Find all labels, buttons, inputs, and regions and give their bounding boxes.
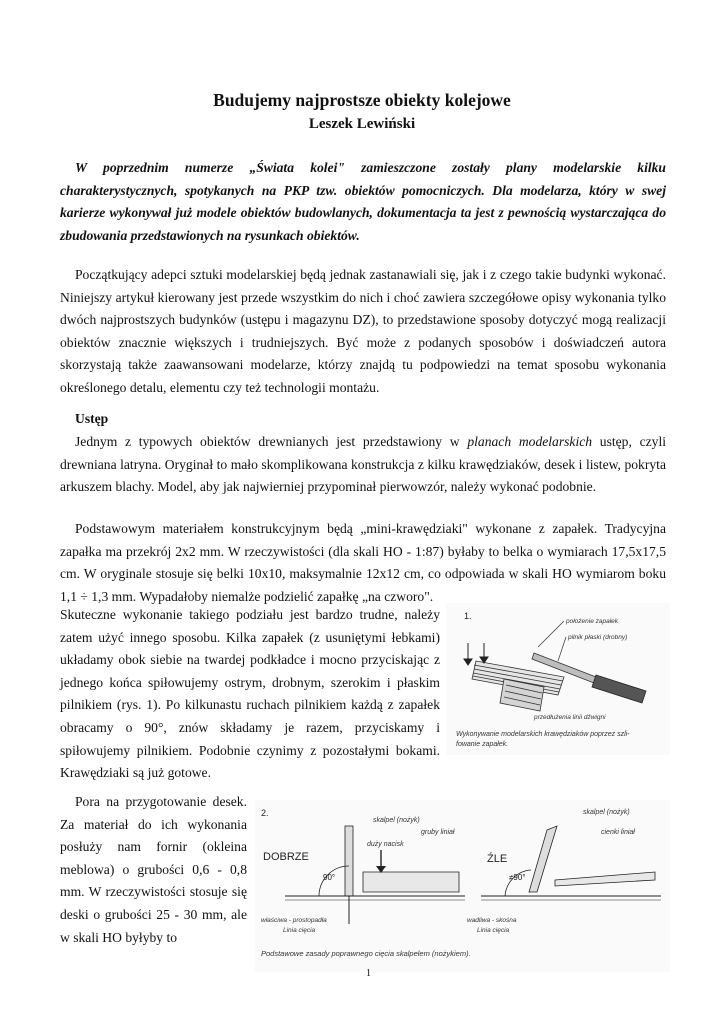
bad-label: ŹLE [487, 853, 508, 865]
section-heading: Ustęp [75, 411, 109, 426]
ruler-right-label: cienki liniał [601, 829, 635, 836]
paragraph-3-continued: Skuteczne wykonanie takiego podziału jest bardzo trudne, należy zatem użyć innego sposobu. Kilka zapałek (z usuniętymi łebkami) układamy obok siebie na twardej podkładce i mocno przyciskając z jednego końca spiłowujemy ostrym, drobnym, szerokim i płaskim pilnikiem (rys. 1). Po kilkunastu ruchach pilnikiem każdą z zapałek obracamy o 90°, znów składamy je razem, przyciskamy i spiłowujemy pilnikiem. Podobnie czynimy z pozostałymi bokami. Krawędziaki są już gotowe. [60, 607, 440, 781]
figure-2-number: 2. [261, 808, 269, 818]
article-title: Budujemy najprostsze obiekty kolejowe [213, 90, 511, 110]
paragraph-3 [60, 518, 666, 608]
paragraph-3-text: Podstawowym materiałem konstrukcyjnym będą „mini-krawędziaki" wykonane z zapałek. Tradycyjna zapałka ma przekrój 2x2 mm. W rzeczywistości (dla skali HO - 1:87) byłaby to belka o wymiarach 17,5x17,5 cm. W oryginale stosuje się belki 10x10, maksymalnie 12x12 cm, co odpowiada w skali HO wymiarom boku 1,1 ÷ 1,3 mm. Wypadałoby niemalże podzielić zapałkę „na czworo". [60, 521, 666, 604]
knife-left-label: skalpel (nożyk) [373, 817, 420, 824]
angle-left: 90° [323, 873, 336, 882]
ruler-left [363, 872, 459, 892]
figure-1-label-file: pilnik płaski (drobny) [568, 634, 628, 641]
knife-right-label: skalpel (nożyk) [583, 809, 630, 816]
figure-1-number: 1. [464, 611, 472, 621]
ruler-left-label: gruby liniał [421, 829, 455, 836]
scalpel-left [345, 826, 353, 896]
angle-right: ≠90° [509, 873, 526, 882]
lead-text: W poprzednim numerze „Świata kolei" zamieszczone zostały plany modelarskie kilku charakterystycznych, spotykanych na PKP tzw. obiektów pomocniczych. Dla modelarza, który w swej karierze wykonywał już modele obiektów budowlanych, dokumentacja ta jest z pewnością wystarczająca do zbudowania przedstawionych na rysunkach obiektów. [60, 160, 666, 243]
paragraph-1-text: Początkujący adepci sztuki modelarskiej będą jednak zastanawiali się, jak i z czego takie budynki wykonać. Niniejszy artykuł kierowany jest przede wszystkim do nich i choć zawiera szczegółowe opisy wykonania tylko dwóch najprostszych budynków (ustępu i magazynu DZ), to przedstawione sposoby dotyczyć mogą realizacji obiektów znacznie większych i trudniejszych. Być może z podanych sposobów i doświadczeń autora skorzystają także zaawansowani modelarze, którzy znajdą tu podpowiedzi na temat sposobu wykonania określonego detalu, elementu czy też technologii montażu. [60, 267, 666, 395]
figure-2-caption: Podstawowe zasady poprawnego cięcia skalpelem (nożykiem). [261, 949, 471, 958]
lead-paragraph [60, 157, 666, 247]
pressure-label: duży nacisk [367, 841, 404, 848]
paragraph-1 [60, 264, 666, 400]
figure-1-drawing [446, 603, 670, 755]
figure-2 [255, 800, 670, 972]
cut-line-right-label: Linia cięcia [477, 927, 510, 934]
right-ok-label: właściwa - prostopadła [261, 917, 327, 924]
figure-2-drawing [255, 800, 670, 972]
paragraph-2-b: ustęp, czyli drewniana latryna. Oryginał to mało skomplikowana konstrukcja z kilku krawędziaków, desek i listew, pokryta arkuszem blachy. Model, aby jak najwierniej przypominał pierwowzór, należy wykonać podobnie. [60, 434, 666, 495]
figure-1 [446, 603, 670, 755]
article-author: Leszek Lewiński [308, 116, 416, 132]
figure-1-caption-2: fowanie zapałek. [456, 741, 509, 748]
cut-line-left-label: Linia cięcia [283, 927, 316, 934]
good-label: DOBRZE [263, 851, 309, 863]
figure-1-label-top: położenie zapałek [566, 618, 619, 625]
wrong-cut-label: wadliwa - skośna [467, 917, 517, 924]
paragraph-4-text: Pora na przygotowanie desek. Za materiał do ich wykonania posłuży nam fornir (okleina meblowa) o grubości 0,6 - 0,8 mm. W rzeczywistości stosuje się deski o grubości 25 - 30 mm, ale w skali HO byłyby to [60, 794, 247, 945]
figure-1-label-bottom: przedłużenia linii dźwigni [534, 714, 606, 721]
figure-1-caption-1: Wykonywanie modelarskich krawędziaków poprzez szli- [456, 731, 630, 738]
paragraph-4 [60, 791, 247, 949]
paragraph-2-a: Jednym z typowych obiektów drewnianych jest przedstawiony w [75, 434, 468, 449]
page-number: 1 [366, 968, 371, 979]
paragraph-2-emphasis: planach modelarskich [467, 434, 593, 449]
paragraph-2 [60, 431, 666, 499]
